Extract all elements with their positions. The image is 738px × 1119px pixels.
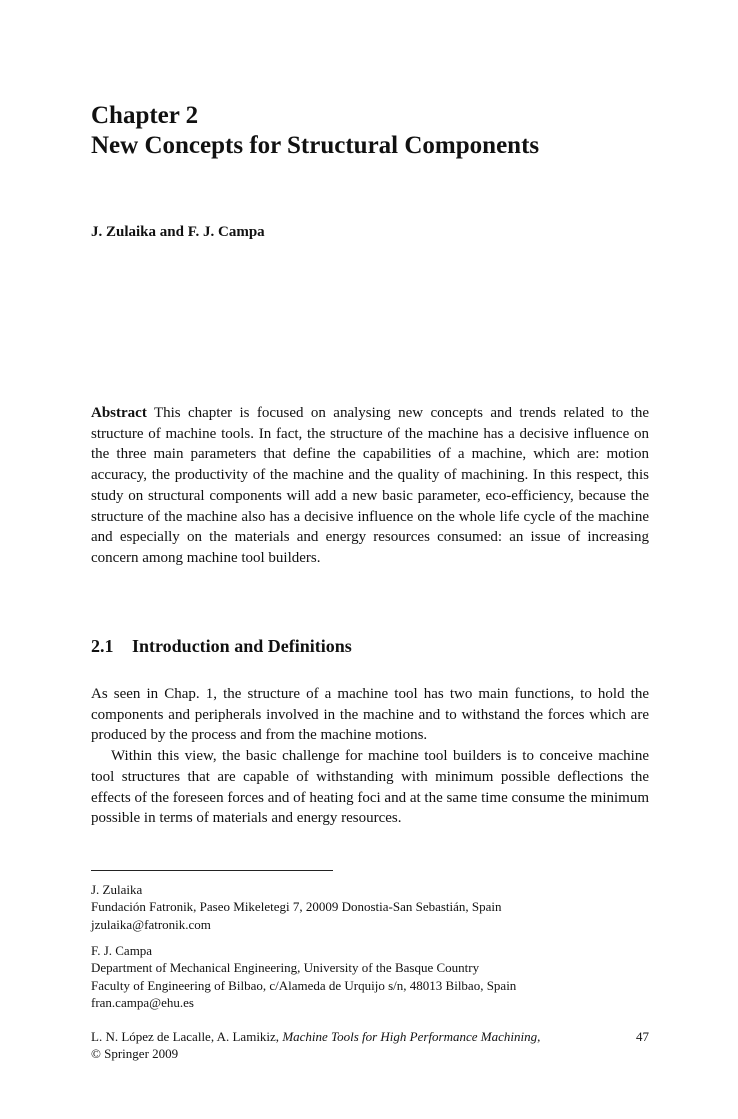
body-paragraph-1: As seen in Chap. 1, the structure of a machine tool has two main functions, to hold the components and peripherals involved in the machine and to withstand the forces which are produced by the process and from the machine motions.: [91, 686, 649, 744]
body-paragraph-2: Within this view, the basic challenge for machine tool builders is to conceive machine tool structures that are capable of withstanding with minimum possible deflections the effects of the foreseen forces and of heating foci and at the same time consume the minimum possible in terms of materials and energy resources.: [91, 748, 649, 827]
affiliation-email: fran.campa@ehu.es: [91, 994, 194, 1010]
section-number: 2.1: [91, 636, 114, 656]
page-number: 47: [636, 1029, 649, 1044]
affiliation-address: Faculty of Engineering of Bilbao, c/Alameda de Urquijo s/n, 48013 Bilbao, Spain: [91, 977, 517, 993]
page-footer: [91, 1028, 649, 1063]
citation-punctuation: ,: [537, 1029, 541, 1044]
book-citation: [91, 1028, 649, 1045]
book-title: Machine Tools for High Performance Machining: [282, 1029, 538, 1044]
chapter-label: Chapter 2: [91, 102, 199, 129]
section-title: Introduction and Definitions: [132, 636, 352, 656]
copyright-line: © Springer 2009: [91, 1046, 179, 1062]
section-heading: [91, 634, 352, 658]
affiliation-name: F. J. Campa: [91, 943, 153, 958]
abstract: [91, 403, 649, 569]
body-text: [91, 684, 649, 829]
chapter-title: New Concepts for Structural Components: [91, 132, 540, 159]
book-page: [91, 0, 649, 1119]
affiliation-zulaika: [91, 881, 649, 933]
affiliation-campa: [91, 942, 649, 1011]
footnote-rule: [91, 870, 333, 871]
affiliation-name: J. Zulaika: [91, 882, 143, 897]
affiliation-address: Fundación Fatronik, Paseo Mikeletegi 7, 20009 Donostia-San Sebastián, Spain: [91, 899, 502, 915]
abstract-label: Abstract: [91, 405, 147, 421]
affiliation-email: jzulaika@fatronik.com: [91, 916, 211, 932]
authors: J. Zulaika and F. J. Campa: [91, 224, 265, 240]
book-editors: L. N. López de Lacalle, A. Lamikiz,: [91, 1029, 283, 1044]
affiliation-department: Department of Mechanical Engineering, University of the Basque Country: [91, 960, 480, 976]
abstract-text: This chapter is focused on analysing new concepts and trends related to the structure of machine tools. In fact, the structure of the machine has a decisive influence on the three main parameters that define the capabilities of a machine, which are: motion accuracy, the productivity of the machine and the quality of machining. In this respect, this study on structural components will add a new basic parameter, eco-efficiency, because the structure of the machine also has a decisive influence on the whole life cycle of the machine and especially on the materials and energy resources consumed: an issue of increasing concern among machine tool builders.: [91, 405, 649, 566]
